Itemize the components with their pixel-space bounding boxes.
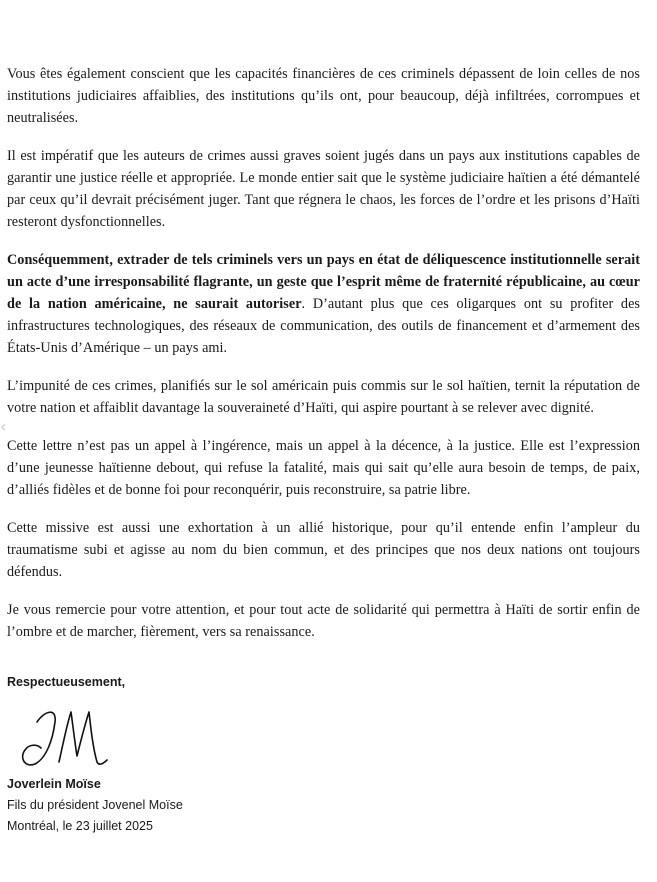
paragraph-4: [7, 375, 640, 419]
letter-body: [7, 63, 640, 659]
place-date: Montréal, le 23 juillet 2025: [7, 819, 153, 833]
paragraph-6-text: Cette missive est aussi une exhortation à un allié historique, pour qu’il entende enfin l’ampleur du traumatisme subi et agisse au nom du bien commun, et des principes que nos deux nations ont toujours défendus.: [7, 520, 640, 580]
paragraph-2-text: Il est impératif que les auteurs de crimes aussi graves soient jugés dans un pays aux institutions capables de garantir une justice réelle et appropriée. Le monde entier sait que le système judiciaire haïtien a été démantelé par ceux qu’il devrait précisément juger. Tant que régnera le chaos, les forces de l’ordre et les prisons d’Haïti resteront dysfonctionnelles.: [7, 148, 640, 230]
paragraph-1-text: Vous êtes également conscient que les capacités financières de ces criminels dépassent de loin celles de nos institutions judiciaires affaiblies, des institutions qu’ils ont, pour beaucoup, déjà infiltrées, corrompues et neutralisées.: [7, 66, 640, 126]
signer-block: [7, 774, 183, 837]
chevron-left-icon: ‹: [0, 417, 7, 436]
paragraph-6: [7, 517, 640, 583]
letter-page: [7, 0, 640, 882]
paragraph-7-text: Je vous remercie pour votre attention, et pour tout acte de solidarité qui permettra à Haïti de sortir enfin de l’ombre et de marcher, fièrement, vers sa renaissance.: [7, 602, 640, 640]
paragraph-7: [7, 599, 640, 643]
paragraph-1: [7, 63, 640, 129]
paragraph-3-text: . D’autant plus que ces oligarques ont su profiter des infrastructures technologiques, des réseaux de communication, des outils de financement et d’armement des États-Unis d’Amérique – un pays ami.: [7, 296, 640, 356]
paragraph-5: [7, 435, 640, 501]
paragraph-3-bold-text: Conséquemment, extrader de tels criminels vers un pays en état de déliquescence institutionnelle serait un acte d’une irresponsabilité flagrante, un geste que l’esprit même de fraternité républicaine, au cœur de la nation américaine, ne saurait autoriser: [7, 252, 640, 312]
paragraph-3: [7, 249, 640, 359]
signer-title: Fils du président Jovenel Moïse: [7, 798, 183, 812]
signature-image: [13, 700, 113, 770]
paragraph-5-text: Cette lettre n’est pas un appel à l’ingérence, mais un appel à la décence, à la justice. Elle est l’expression d’une jeunesse haïtienne debout, qui refuse la fatalité, mais qui sait qu’elle aura besoin de temps, de paix, d’alliés fidèles et de bonne foi pour reconquérir, puis reconstruire, sa patrie libre.: [7, 438, 640, 498]
signer-name: Joverlein Moïse: [7, 777, 101, 791]
paragraph-2: [7, 145, 640, 233]
closing-salutation: Respectueusement,: [7, 675, 126, 689]
paragraph-4-text: L’impunité de ces crimes, planifiés sur le sol américain puis commis sur le sol haïtien, ternit la réputation de votre nation et affaiblit davantage la souveraineté d’Haïti, qui aspire pourtant à se relever avec dignité.: [7, 378, 640, 416]
